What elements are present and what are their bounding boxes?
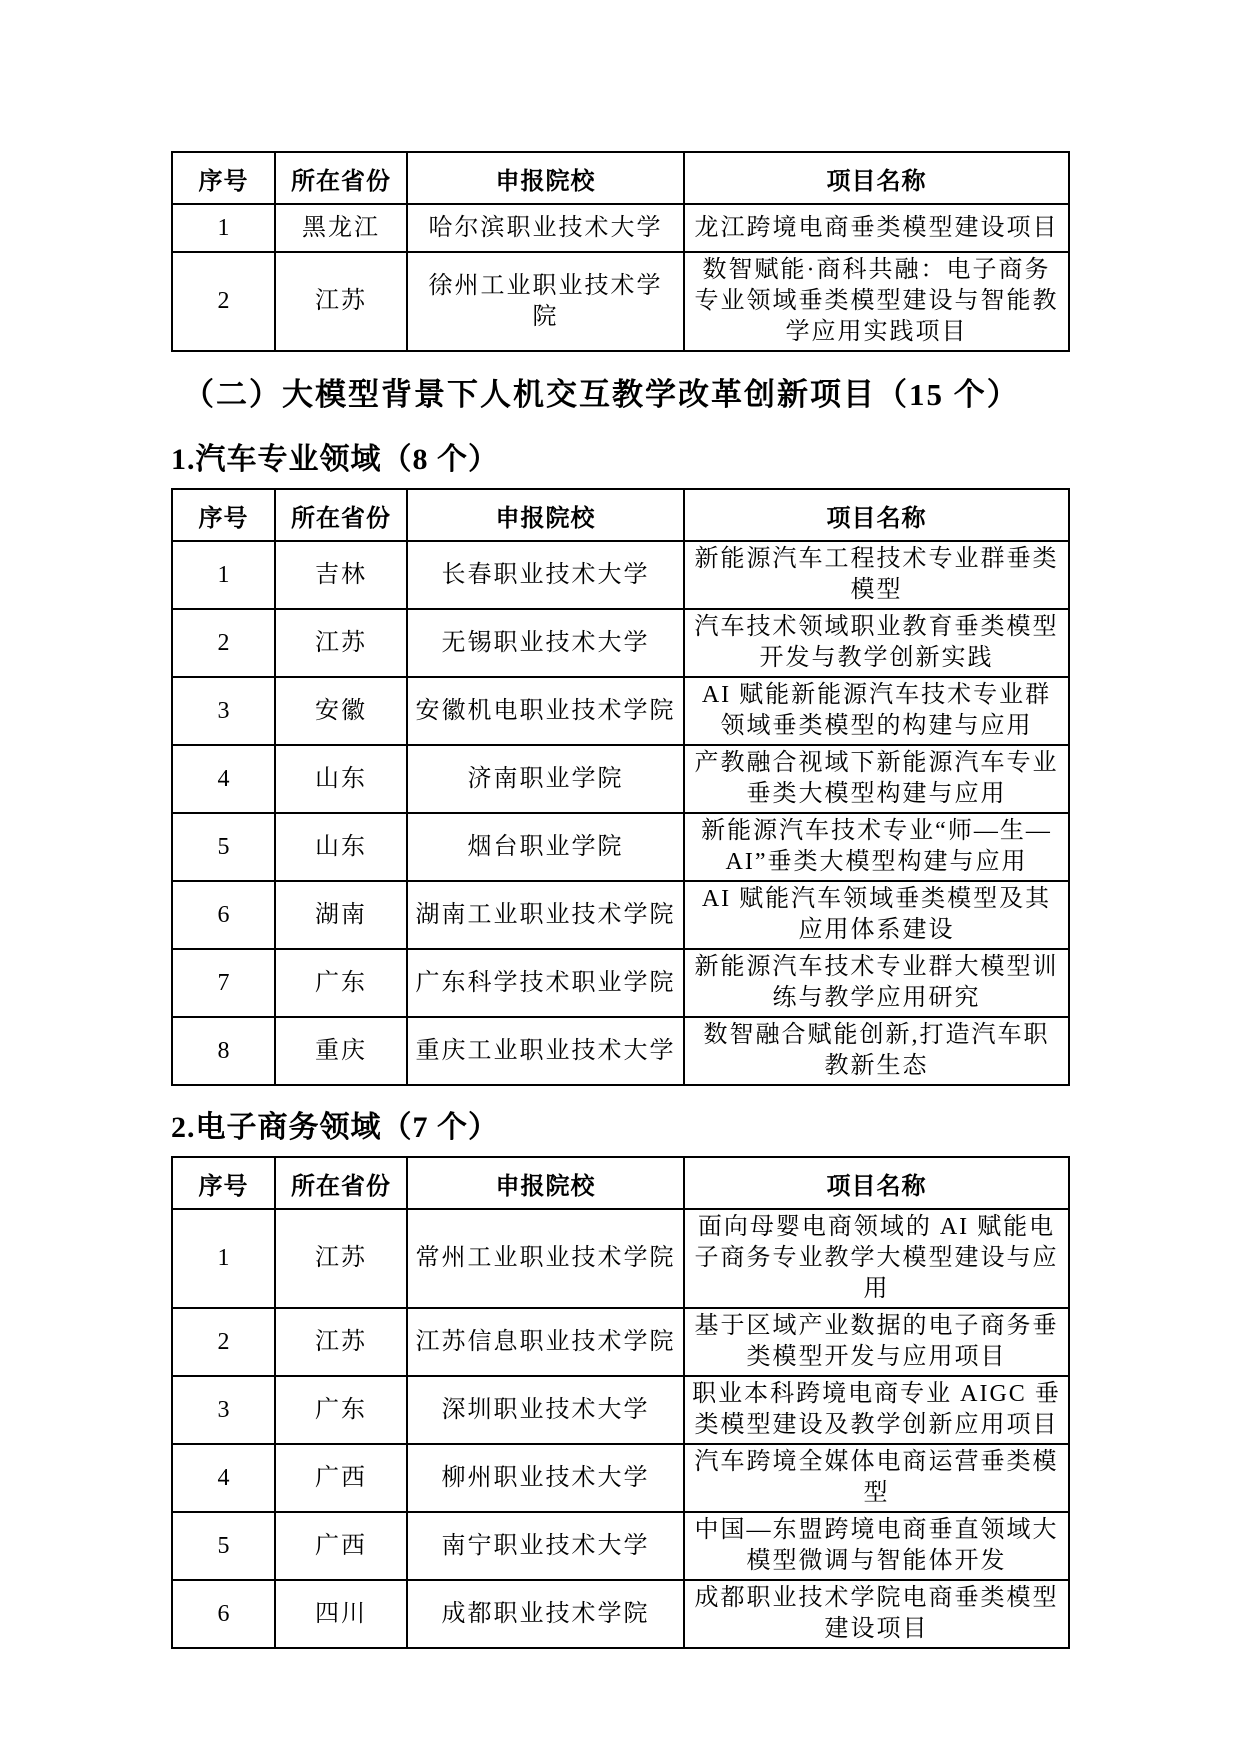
table-row [172,1308,1069,1376]
cell-province: 江苏 [275,252,407,351]
cell-index: 2 [172,1308,275,1376]
table-header-row [172,489,1069,541]
table-row [172,252,1069,351]
table-body [172,204,1069,351]
cell-school: 广东科学技术职业学院 [407,949,684,1017]
table-header-row [172,1157,1069,1209]
cell-project: 数智融合赋能创新,打造汽车职教新生态 [684,1017,1069,1085]
cell-province: 重庆 [275,1017,407,1085]
cell-school: 江苏信息职业技术学院 [407,1308,684,1376]
cell-province: 广东 [275,1376,407,1444]
table-row [172,1580,1069,1648]
cell-index: 6 [172,1580,275,1648]
cell-index: 4 [172,745,275,813]
cell-school: 无锡职业技术大学 [407,609,684,677]
cell-province: 安徽 [275,677,407,745]
cell-index: 1 [172,1209,275,1308]
cell-school: 长春职业技术大学 [407,541,684,609]
cell-index: 5 [172,813,275,881]
cell-index: 1 [172,541,275,609]
cell-province: 湖南 [275,881,407,949]
project-table-continued [171,151,1070,352]
col-header-province: 所在省份 [275,489,407,541]
cell-project: 龙江跨境电商垂类模型建设项目 [684,204,1069,252]
section-heading: （二）大模型背景下人机交互教学改革创新项目（15 个） [183,377,1020,412]
col-header-index: 序号 [172,1157,275,1209]
cell-index: 3 [172,677,275,745]
subsection-heading-ecommerce: 2.电子商务领域（7 个） [171,1111,499,1144]
table-body [172,541,1069,1085]
cell-province: 江苏 [275,1209,407,1308]
cell-project: AI 赋能新能源汽车技术专业群领域垂类模型的构建与应用 [684,677,1069,745]
cell-school: 柳州职业技术大学 [407,1444,684,1512]
project-table-ecommerce [171,1156,1070,1649]
col-header-project: 项目名称 [684,489,1069,541]
cell-province: 广西 [275,1512,407,1580]
table-row [172,609,1069,677]
table-body [172,1209,1069,1648]
cell-project: 成都职业技术学院电商垂类模型建设项目 [684,1580,1069,1648]
cell-school: 烟台职业学院 [407,813,684,881]
table-row [172,813,1069,881]
project-table-automotive [171,488,1070,1086]
cell-school: 成都职业技术学院 [407,1580,684,1648]
cell-project: 汽车技术领域职业教育垂类模型开发与教学创新实践 [684,609,1069,677]
col-header-province: 所在省份 [275,152,407,204]
cell-school: 济南职业学院 [407,745,684,813]
cell-index: 7 [172,949,275,1017]
cell-index: 3 [172,1376,275,1444]
cell-project: 中国—东盟跨境电商垂直领域大模型微调与智能体开发 [684,1512,1069,1580]
table-row [172,1376,1069,1444]
table-row [172,881,1069,949]
cell-project: 基于区域产业数据的电子商务垂类模型开发与应用项目 [684,1308,1069,1376]
cell-school: 湖南工业职业技术学院 [407,881,684,949]
table-row [172,1444,1069,1512]
cell-index: 2 [172,609,275,677]
table-row [172,204,1069,252]
cell-index: 6 [172,881,275,949]
cell-province: 山东 [275,745,407,813]
col-header-school: 申报院校 [407,1157,684,1209]
cell-school: 南宁职业技术大学 [407,1512,684,1580]
subsection-heading-automotive: 1.汽车专业领域（8 个） [171,443,499,476]
cell-school: 安徽机电职业技术学院 [407,677,684,745]
col-header-project: 项目名称 [684,1157,1069,1209]
cell-school: 深圳职业技术大学 [407,1376,684,1444]
cell-project: 数智赋能·商科共融：电子商务专业领域垂类模型建设与智能教学应用实践项目 [684,252,1069,351]
cell-project: 新能源汽车技术专业群大模型训练与教学应用研究 [684,949,1069,1017]
table-row [172,1017,1069,1085]
col-header-project: 项目名称 [684,152,1069,204]
col-header-school: 申报院校 [407,152,684,204]
cell-province: 吉林 [275,541,407,609]
table-row [172,677,1069,745]
cell-project: 新能源汽车技术专业“师—生—AI”垂类大模型构建与应用 [684,813,1069,881]
cell-project: 汽车跨境全媒体电商运营垂类模型 [684,1444,1069,1512]
cell-project: AI 赋能汽车领域垂类模型及其应用体系建设 [684,881,1069,949]
table-row [172,1209,1069,1308]
cell-school: 哈尔滨职业技术大学 [407,204,684,252]
cell-project: 职业本科跨境电商专业 AIGC 垂类模型建设及教学创新应用项目 [684,1376,1069,1444]
col-header-index: 序号 [172,152,275,204]
cell-index: 1 [172,204,275,252]
cell-province: 四川 [275,1580,407,1648]
cell-province: 黑龙江 [275,204,407,252]
cell-project: 产教融合视域下新能源汽车专业垂类大模型构建与应用 [684,745,1069,813]
cell-index: 5 [172,1512,275,1580]
document-content [171,151,1068,1649]
cell-index: 8 [172,1017,275,1085]
cell-province: 山东 [275,813,407,881]
table-row [172,1512,1069,1580]
cell-school: 常州工业职业技术学院 [407,1209,684,1308]
col-header-province: 所在省份 [275,1157,407,1209]
table-row [172,949,1069,1017]
cell-school: 重庆工业职业技术大学 [407,1017,684,1085]
table-row [172,745,1069,813]
table-header-row [172,152,1069,204]
cell-province: 江苏 [275,1308,407,1376]
cell-province: 江苏 [275,609,407,677]
cell-project: 面向母婴电商领域的 AI 赋能电子商务专业教学大模型建设与应用 [684,1209,1069,1308]
col-header-index: 序号 [172,489,275,541]
cell-school: 徐州工业职业技术学院 [407,252,684,351]
cell-index: 4 [172,1444,275,1512]
cell-province: 广西 [275,1444,407,1512]
table-row [172,541,1069,609]
col-header-school: 申报院校 [407,489,684,541]
cell-province: 广东 [275,949,407,1017]
cell-index: 2 [172,252,275,351]
cell-project: 新能源汽车工程技术专业群垂类模型 [684,541,1069,609]
